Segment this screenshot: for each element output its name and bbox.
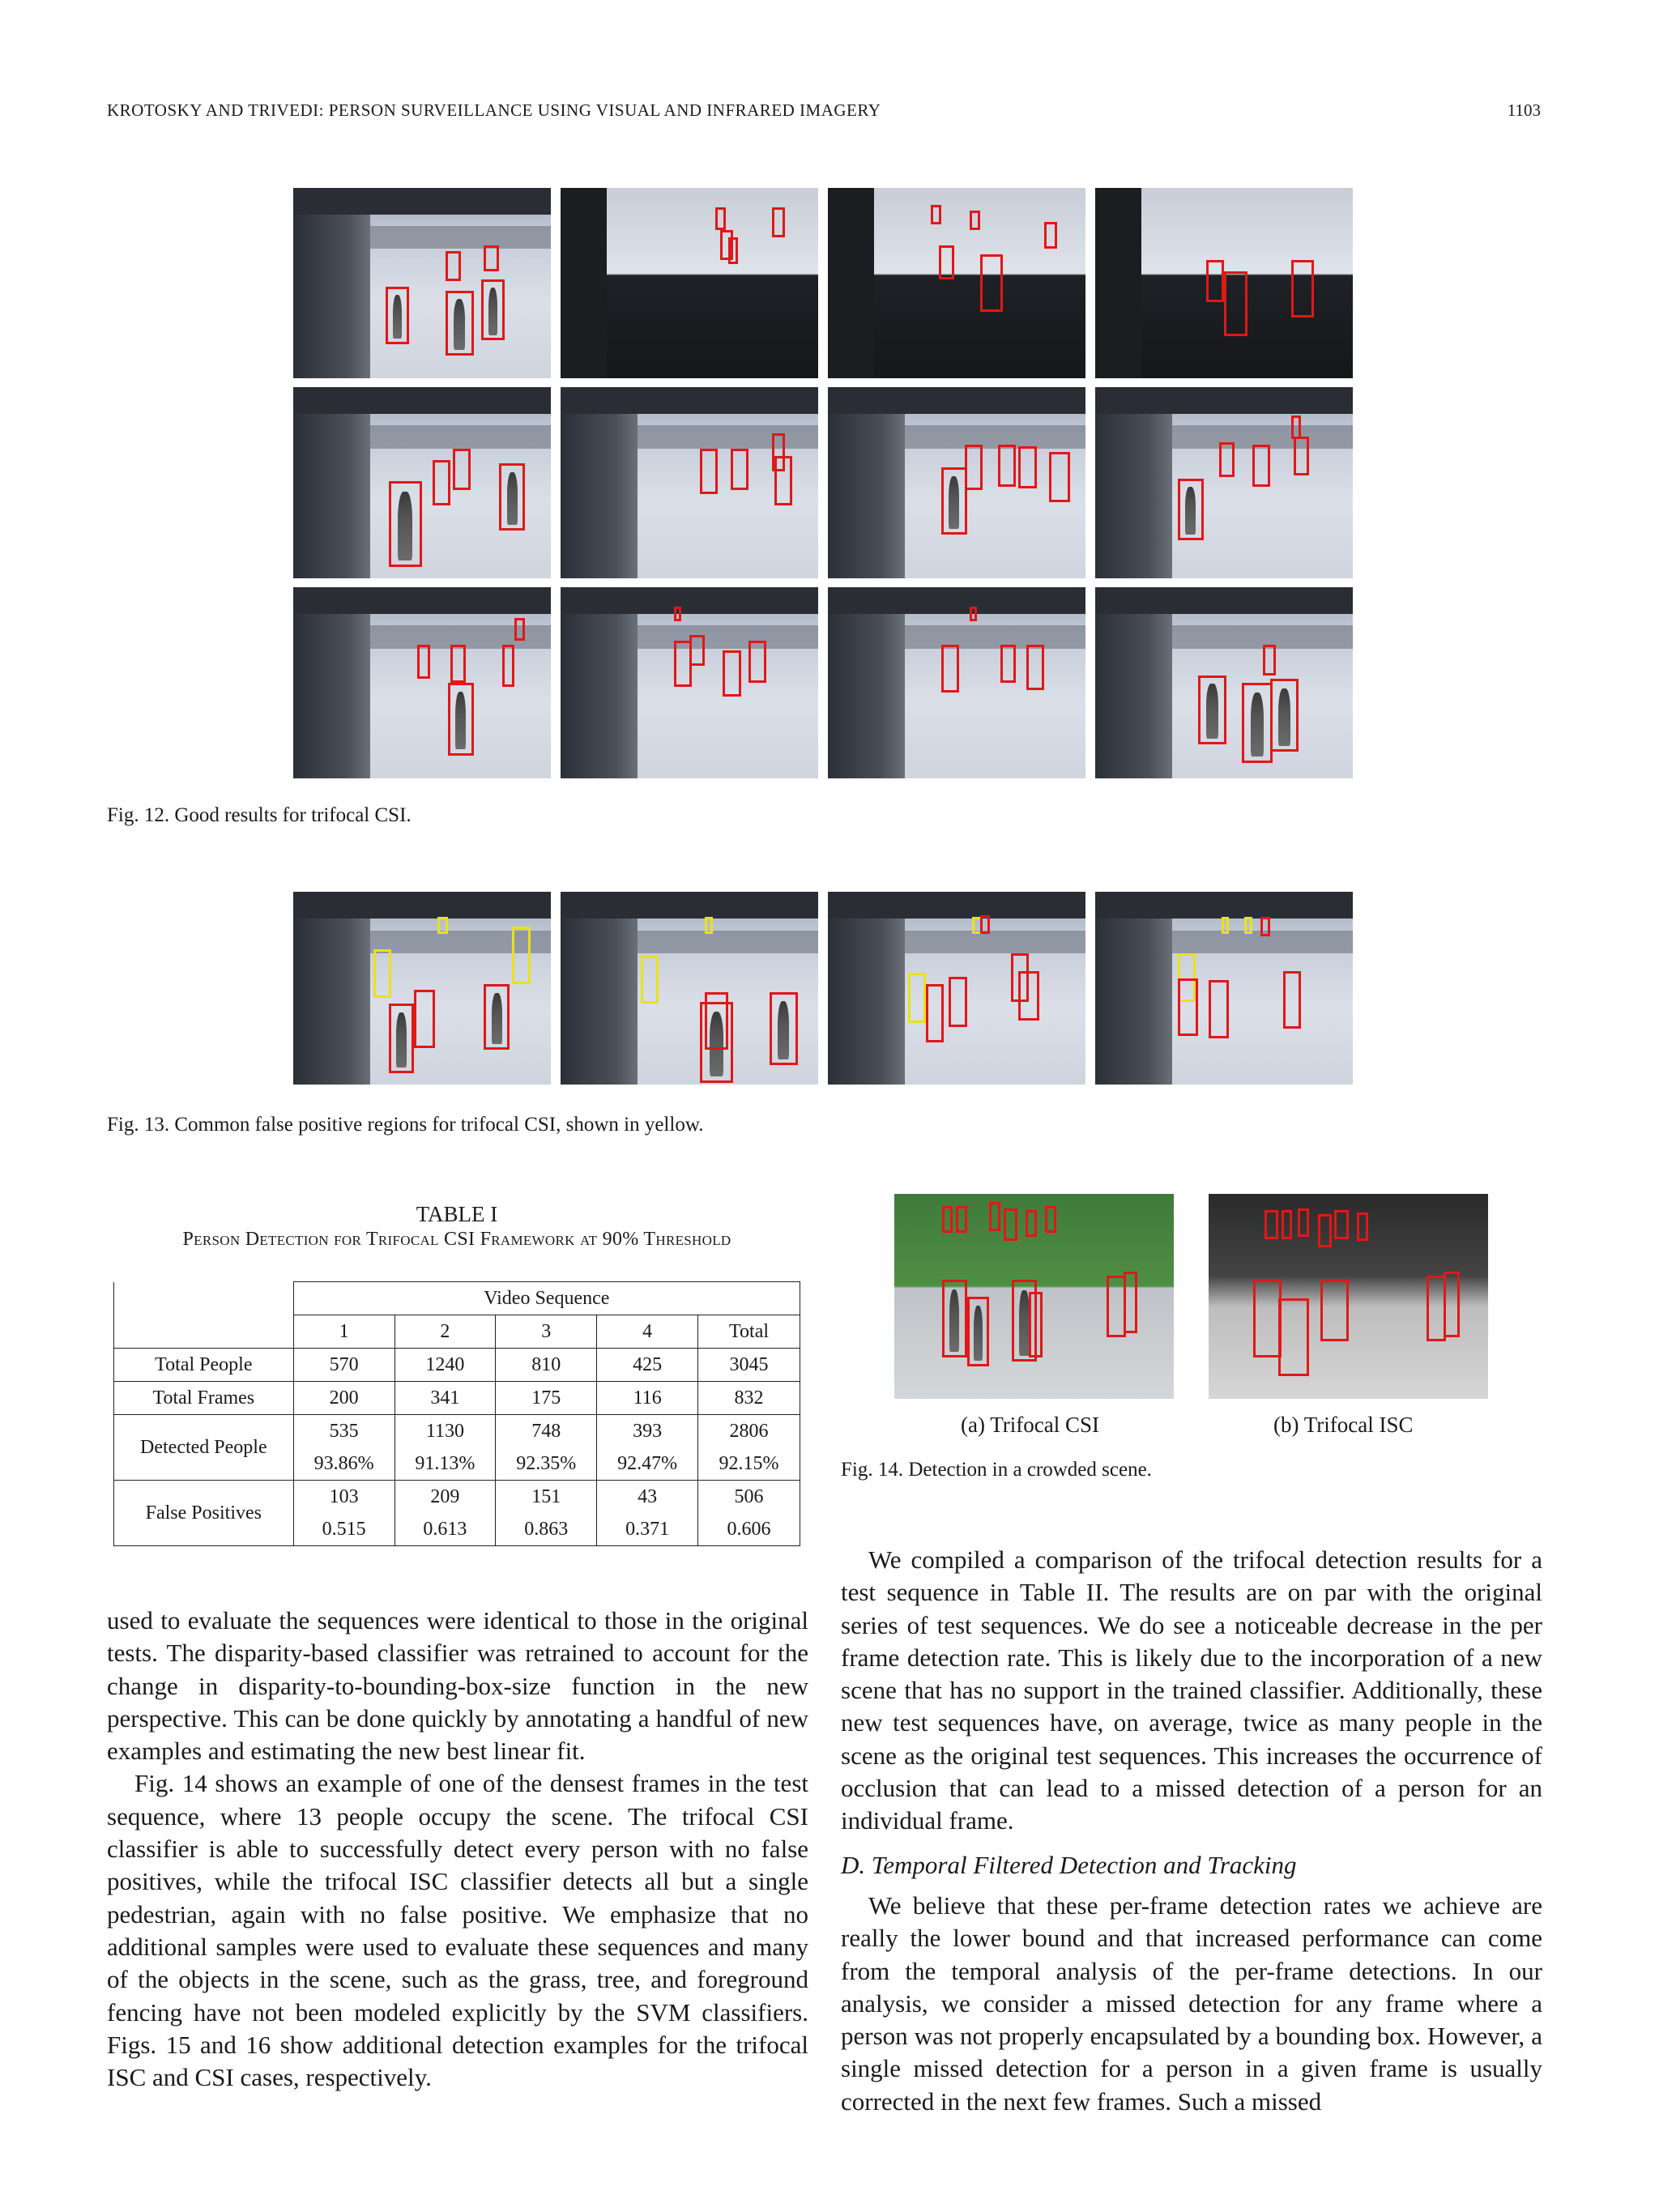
- table-cell: 425: [597, 1349, 698, 1382]
- table-row: [114, 1481, 800, 1514]
- page-number: 1103: [1507, 100, 1541, 120]
- table-cell: 810: [496, 1349, 597, 1382]
- fig12-frame-7: [828, 387, 1085, 578]
- table-cell: 92.47%: [597, 1447, 698, 1481]
- table-cell: 92.15%: [698, 1447, 800, 1481]
- fig12-frame-4: [1095, 188, 1353, 378]
- fig12-frame-12: [1095, 587, 1353, 778]
- fig12-frame-2: [561, 188, 818, 378]
- paragraph: used to evaluate the sequences were identical to those in the original tests. The disparity-based classifier was retrained to account for the change in disparity-to-bounding-box-size function in the new perspective. This can be done quickly by annotating a handful of new examples and estimating the new best linear fit.: [107, 1606, 808, 1766]
- column-header: 4: [597, 1315, 698, 1349]
- column-header: 1: [293, 1315, 394, 1349]
- table-header-group-row: [114, 1282, 800, 1315]
- table-subtitle: Person Detection for Trifocal CSI Framework at 90% Threshold: [182, 1229, 731, 1250]
- table-cell: 3045: [698, 1349, 800, 1382]
- fig14-subcaption-a: (a) Trifocal CSI: [961, 1413, 1099, 1437]
- table-cell: 43: [597, 1481, 698, 1514]
- paragraph: We believe that these per-frame detection rates we achieve are really the lower bound and that increased performance can come from the temporal analysis of the per-frame detections. In our analysis, we consider a missed detection for any frame where a person was not properly encapsulated by a bounding box. However, a single missed detection for a person in a given frame is usually corrected in the next few frames. Such a missed: [841, 1890, 1542, 2116]
- table-cell: 0.515: [293, 1513, 394, 1546]
- fig14-image-csi: [894, 1194, 1174, 1399]
- table-cell: 151: [496, 1481, 597, 1514]
- fig14-image-isc: [1209, 1194, 1488, 1399]
- fig13-frame-4: [1095, 892, 1353, 1085]
- table-cell: 570: [293, 1349, 394, 1382]
- fig12-frame-10: [561, 587, 818, 778]
- table-cell: 92.35%: [496, 1447, 597, 1481]
- section-heading: D. Temporal Filtered Detection and Tracking: [841, 1850, 1297, 1879]
- table-cell: 175: [496, 1382, 597, 1415]
- table-cell: 1130: [394, 1415, 496, 1448]
- column-header: 3: [496, 1315, 597, 1349]
- table-cell: 116: [597, 1382, 698, 1415]
- fig13-frame-3: [828, 892, 1085, 1085]
- table-cell: 91.13%: [394, 1447, 496, 1481]
- fig12-frame-5: [293, 387, 551, 578]
- table-cell: 2806: [698, 1415, 800, 1448]
- fig12-frame-8: [1095, 387, 1353, 578]
- table-title: TABLE I: [416, 1202, 498, 1226]
- table-cell: 0.613: [394, 1513, 496, 1546]
- row-label: Total People: [114, 1349, 294, 1382]
- table-cell: 93.86%: [293, 1447, 394, 1481]
- row-label: Total Frames: [114, 1382, 294, 1415]
- table-cell: 341: [394, 1382, 496, 1415]
- paragraph: Fig. 14 shows an example of one of the densest frames in the test sequence, where 13 people occupy the scene. The trifocal CSI classifier is able to successfully detect every person with no false positives, while the trifocal ISC classifier detects all but a single pedestrian, again with no false positive. We emphasize that no additional samples were used to evaluate these sequences and many of the objects in the scene, such as the grass, tree, and foreground fencing have not been modeled explicitly by the SVM classifiers. Figs. 15 and 16 show additional detection examples for the trifocal ISC and CSI cases, respectively.: [107, 1769, 808, 2092]
- fig12-frame-6: [561, 387, 818, 578]
- table-cell: 209: [394, 1481, 496, 1514]
- fig12-frame-3: [828, 188, 1085, 378]
- running-title: KROTOSKY AND TRIVEDI: PERSON SURVEILLANCE USING VISUAL AND INFRARED IMAGERY: [107, 100, 881, 120]
- table-row: [114, 1349, 800, 1382]
- fig13-caption: Fig. 13. Common false positive regions for trifocal CSI, shown in yellow.: [107, 1114, 704, 1136]
- fig12-frame-11: [828, 587, 1085, 778]
- fig12-frame-9: [293, 587, 551, 778]
- video-sequence-header: Video Sequence: [293, 1282, 800, 1315]
- table-row: [114, 1382, 800, 1415]
- table-cell: 832: [698, 1382, 800, 1415]
- fig13-frame-2: [561, 892, 818, 1085]
- table-cell: 393: [597, 1415, 698, 1448]
- fig14-caption: Fig. 14. Detection in a crowded scene.: [841, 1459, 1152, 1481]
- table-cell: 0.863: [496, 1513, 597, 1546]
- left-column: [107, 1605, 808, 2094]
- row-label: Detected People: [114, 1415, 294, 1481]
- table-cell: 200: [293, 1382, 394, 1415]
- table-cell: 1240: [394, 1349, 496, 1382]
- fig13-frame-1: [293, 892, 551, 1085]
- fig12-caption: Fig. 12. Good results for trifocal CSI.: [107, 804, 412, 826]
- column-header: Total: [698, 1315, 800, 1349]
- table-row: [114, 1415, 800, 1448]
- table-cell: 748: [496, 1415, 597, 1448]
- row-label: False Positives: [114, 1481, 294, 1546]
- table-cell: 0.371: [597, 1513, 698, 1546]
- table-cell: 0.606: [698, 1513, 800, 1546]
- table-cell: 535: [293, 1415, 394, 1448]
- table-cell: 103: [293, 1481, 394, 1514]
- column-header: 2: [394, 1315, 496, 1349]
- detection-table: [113, 1281, 800, 1546]
- fig12-frame-1: [293, 188, 551, 378]
- fig14-subcaption-b: (b) Trifocal ISC: [1273, 1413, 1414, 1437]
- right-column: [841, 1544, 1542, 2118]
- table-cell: 506: [698, 1481, 800, 1514]
- paragraph: We compiled a comparison of the trifocal detection results for a test sequence in Table II. The results are on par with the original series of test sequences. We do see a noticeable decrease in the per frame detection rate. This is likely due to the incorporation of a new scene that has no support in the trained classifier. Additionally, these new test sequences have, on average, twice as many people in the scene as the original test sequences. This increases the occurrence of occlusion that can lead to a missed detection of a person for an individual frame.: [841, 1545, 1542, 1835]
